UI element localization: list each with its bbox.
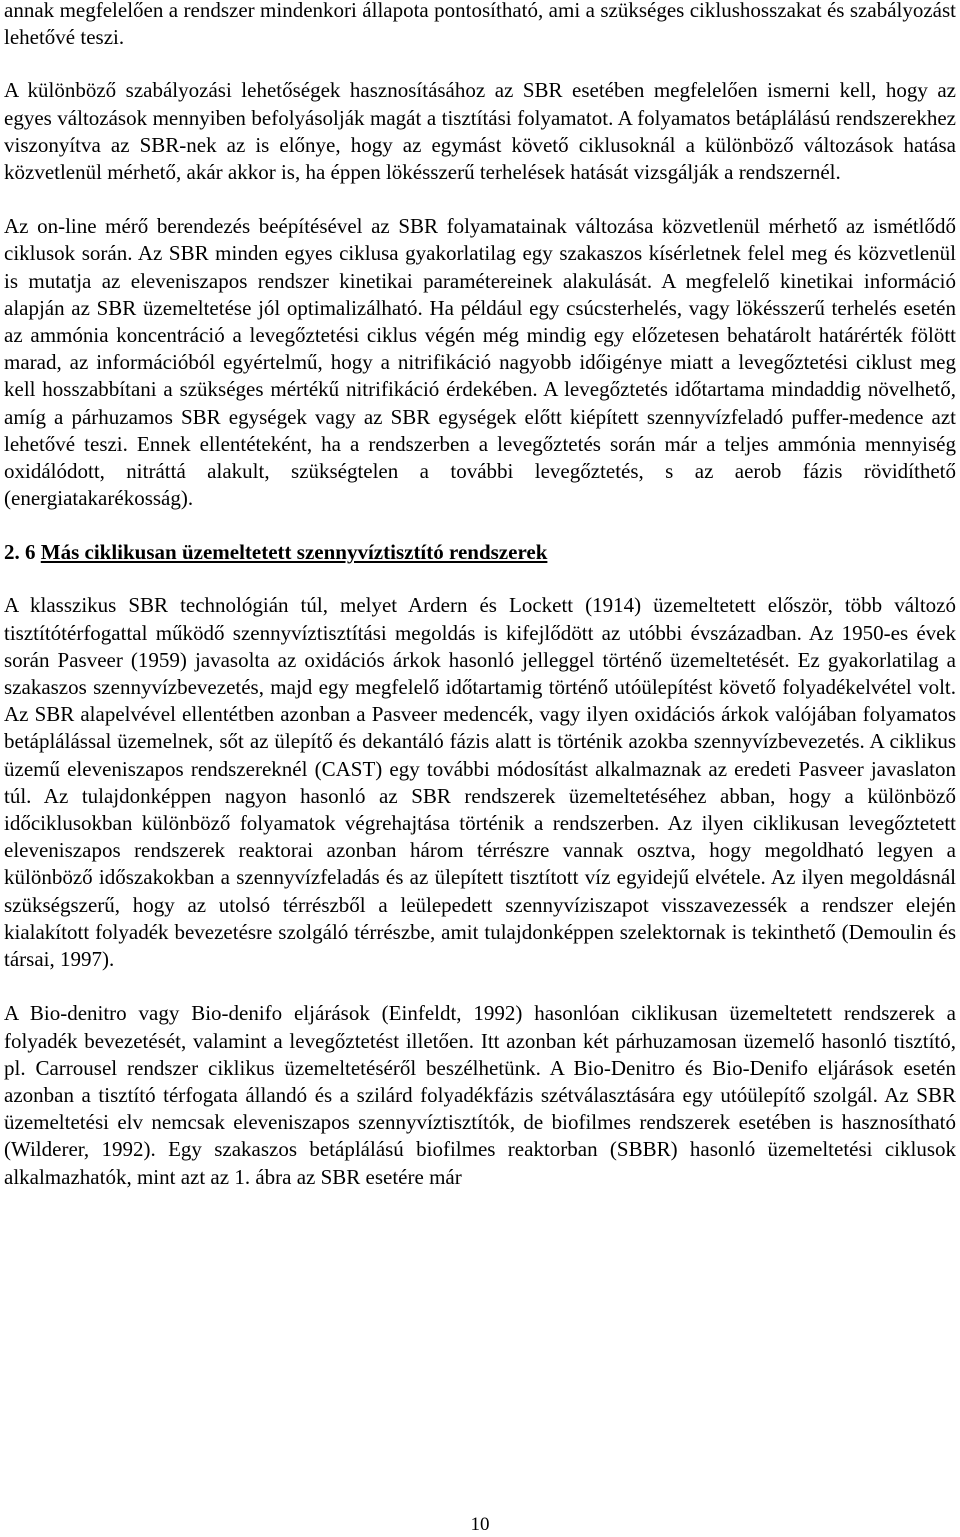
paragraph-intro-continuation: annak megfelelően a rendszer mindenkori állapota pontosítható, ami a szükséges ciklushosszakat és szabályozást lehetővé teszi. <box>4 0 956 50</box>
section-heading <box>4 539 956 566</box>
paragraph-online-measurement: Az on-line mérő berendezés beépítésével az SBR folyamatainak változása közvetlenül mérhető az ismétlődő ciklusok során. Az SBR minden egyes ciklusa gyakorlatilag egy szakaszos kísérletnek felel meg és közvetlenül is mutatja az eleveniszapos rendszer kinetikai paramétereinek alakulását. A megfelelő kinetikai információ alapján az SBR üzemeltetése jól optimalizálható. Ha például egy csúcsterhelés, vagy lökésszerű terhelés esetén az ammónia koncentráció a levegőztetési ciklus végén még mindig egy előzetesen behatárolt határérték fölött marad, az információból egyértelmű, hogy a nitrifikáció nagyobb időigénye miatt a levegőztetési ciklust meg kell hosszabbítani a szükséges mértékű nitrifikáció érdekében. A levegőztetés időtartama mindaddig növelhető, amíg a párhuzamos SBR egységek vagy az SBR egységek előtt kiépített szennyvízfeladó puffer-medence azt lehetővé teszi. Ennek ellentéteként, ha a rendszerben a levegőztetés során már a teljes ammónia mennyiség oxidálódott, nitráttá alakult, szükségtelen a további levegőztetés, s az aerob fázis rövidíthető (energiatakarékosság). <box>4 214 956 511</box>
section-number: 2. 6 <box>4 540 36 565</box>
page-number: 10 <box>470 1514 490 1535</box>
section-title: Más ciklikusan üzemeltetett szennyvíztisztító rendszerek <box>40 540 548 565</box>
paragraph-control-possibilities: A különböző szabályozási lehetőségek hasznosításához az SBR esetében megfelelően ismerni kell, hogy az egyes változások mennyiben befolyásolják magát a tisztítási folyamatot. A folyamatos betáplálású rendszerekhez viszonyítva az SBR-nek az is előnye, hogy az egymást követő ciklusoknál a különböző változások hatása közvetlenül mérhető, akár akkor is, ha éppen lökésszerű terhelések hatását vizsgálják a rendszernél. <box>4 78 956 185</box>
paragraph-bio-denitro: A Bio-denitro vagy Bio-denifo eljárások (Einfeldt, 1992) hasonlóan ciklikusan üzemeltetett rendszerek a folyadék bevezetését, valamint a levegőztetést illetően. Itt azonban két párhuzamosan üzemelő hasonló tisztító, pl. Carrousel rendszer ciklikus üzemeltetéséről beszélhetünk. A Bio-Denitro és Bio-Denifo eljárások esetén azonban a tisztító térfogata állandó és a szilárd folyadékfázis szétválasztására egy utóülepítő szolgál. Az SBR üzemeltetési elv nemcsak eleveniszapos szennyvíztisztítók, de biofilmes rendszerek esetében is hasznosítható (Wilderer, 1992). Egy szakaszos betáplálású biofilmes reaktorban (SBBR) hasonló üzemeltetési ciklusok alkalmazhatók, mint azt az 1. ábra az SBR esetére már <box>4 1001 956 1189</box>
document-page <box>4 0 956 1191</box>
paragraph-classic-sbr: A klasszikus SBR technológián túl, melyet Ardern és Lockett (1914) üzemeltetett először, több változó tisztítótérfogattal működő szennyvíztisztítási megoldás is kifejlődött az utóbbi évszázadban. Az 1950-es évek során Pasveer (1959) javasolta az oxidációs árkok hasonló jelleggel történő üzemeltetését. Ez gyakorlatilag a szakaszos szennyvízbevezetés, majd egy megfelelő időtartamig történő utóülepítést követő folyadékelvétel volt. Az SBR alapelvével ellentétben azonban a Pasveer medencék, vagy ilyen oxidációs árkok valójában folyamatos betáplálással üzemelnek, sőt az ülepítő és dekantáló fázis alatt is történik azokba szennyvízbevezetés. A ciklikus üzemű eleveniszapos rendszereknél (CAST) egy további módosítást alkalmaznak az eredeti Pasveer javaslaton túl. Az tulajdonképpen nagyon hasonló az SBR rendszerek üzemeltetéséhez abban, hogy a különböző időciklusokban különböző folyamatok végrehajtása történik a rendszerben. Az ilyen ciklikusan levegőztetett eleveniszapos rendszerek reaktorai azonban három térrészre vannak osztva, hogy megoldható legyen a különböző időszakokban a szennyvízfeladás és az ülepített tisztított víz egyidejű elvétele. Az ilyen megoldásnál szükségszerű, hogy az utolsó térrészből a leülepedett szennyvíziszapot visszavezessék a rendszer elején kialakított folyadék bevezetésre szolgáló térrészbe, amit tulajdonképpen szelektornak is tekinthető (Demoulin és társai, 1997). <box>4 593 956 972</box>
